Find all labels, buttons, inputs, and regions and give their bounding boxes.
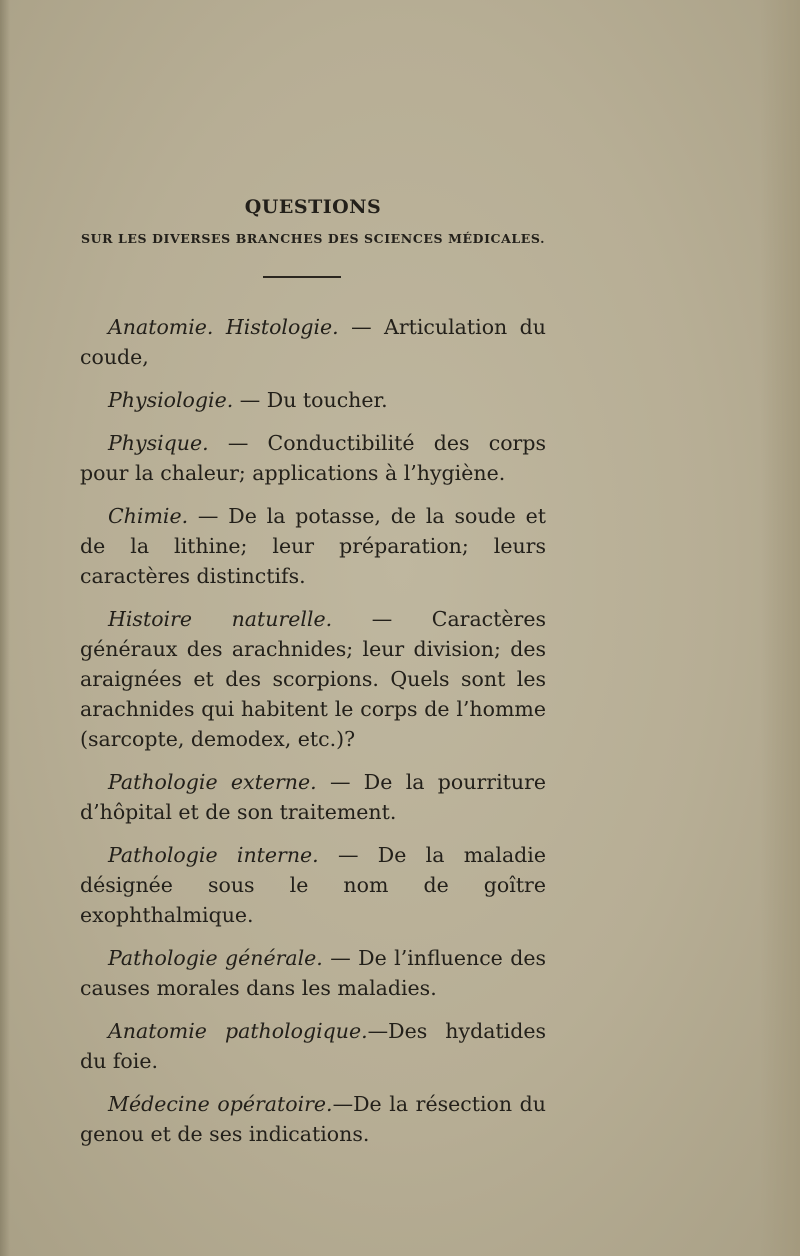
question-item — [80, 385, 546, 415]
question-text: — De la potasse, de la soude et de la lithine; leur préparation; leurs caractères distinctifs. — [80, 504, 546, 588]
page-edge-shadow-right — [760, 0, 800, 1256]
question-item — [80, 428, 546, 488]
question-text: — Conductibilité des corps pour la chaleur; applications à l’hygiène. — [80, 431, 546, 485]
questions-list — [80, 312, 546, 1162]
question-subject: Pathologie interne. — [108, 843, 319, 867]
question-subject: Anatomie. Histologie. — [108, 315, 339, 339]
question-item — [80, 501, 546, 591]
question-item — [80, 943, 546, 1003]
question-item — [80, 1016, 546, 1076]
page-subtitle: SUR LES DIVERSES BRANCHES DES SCIENCES MÉDICALES. — [80, 231, 546, 246]
separator-rule — [263, 276, 341, 278]
page-title: QUESTIONS — [244, 196, 382, 218]
question-text: — De l’influence des causes morales dans les maladies. — [80, 946, 546, 1000]
question-text: —Des hydatides du foie. — [80, 1019, 546, 1073]
question-subject: Anatomie pathologique. — [108, 1019, 368, 1043]
question-subject: Pathologie générale. — [108, 946, 323, 970]
question-subject: Physique. — [108, 431, 209, 455]
question-item — [80, 767, 546, 827]
page-edge-shadow-left — [0, 0, 10, 1256]
question-item — [80, 840, 546, 930]
question-item — [80, 312, 546, 372]
question-text: — De la maladie désignée sous le nom de goître exophthalmique. — [80, 843, 546, 927]
question-subject: Physiologie. — [108, 388, 234, 412]
question-subject: Chimie. — [108, 504, 189, 528]
question-text: — Caractères généraux des arachnides; leur division; des araignées et des scorpions. Quels sont les arachnides qui habitent le corps de l’homme (sarcopte, demodex, etc.)? — [80, 607, 546, 751]
question-text: — Du toucher. — [233, 388, 388, 412]
question-item — [80, 1089, 546, 1149]
question-text: —De la résection du genou et de ses indications. — [80, 1092, 547, 1146]
question-item — [80, 604, 546, 754]
question-subject: Histoire naturelle. — [108, 607, 333, 631]
question-text: — Articulation du coude, — [80, 315, 546, 369]
question-text: — De la pourriture d’hôpital et de son traitement. — [80, 770, 546, 824]
question-subject: Médecine opératoire. — [108, 1092, 333, 1116]
question-subject: Pathologie externe. — [108, 770, 317, 794]
